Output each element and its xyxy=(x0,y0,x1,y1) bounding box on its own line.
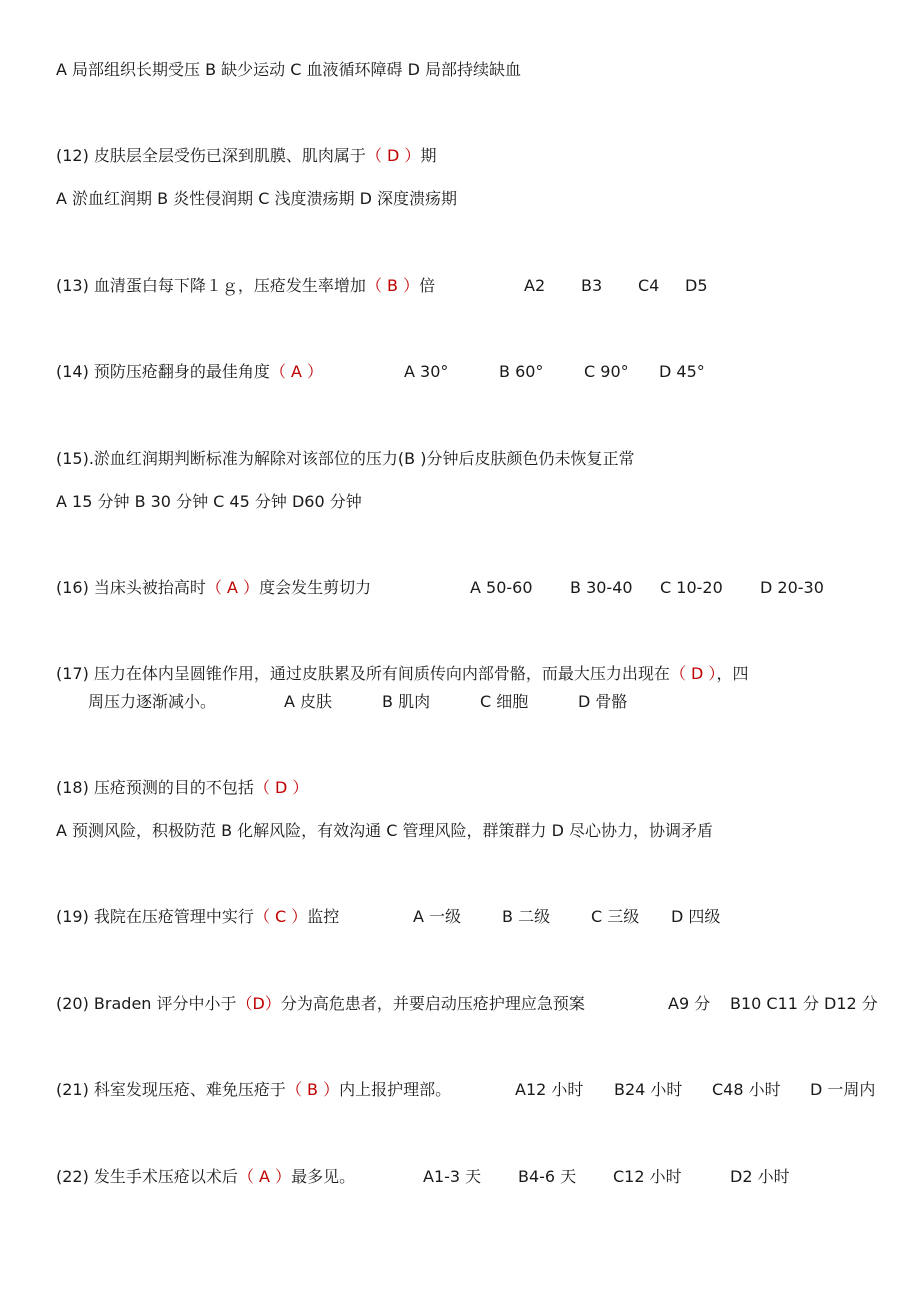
question-21 xyxy=(56,1080,451,1100)
question-16-answer: （ A ） xyxy=(205,578,260,597)
question-14 xyxy=(56,362,323,382)
question-20-stem: (20) Braden 评分中小于 xyxy=(56,994,237,1013)
question-12-options-text: A 淤血红润期 B 炎性侵润期 C 浅度溃疡期 D 深度溃疡期 xyxy=(56,189,458,208)
question-17-option-d xyxy=(578,692,627,712)
question-16-option-c xyxy=(660,578,723,598)
question-12-answer: （ D ） xyxy=(365,146,421,165)
question-22-option-c xyxy=(613,1167,682,1187)
question-22-option-b xyxy=(518,1167,576,1187)
option-text: A9 分 xyxy=(668,994,711,1013)
question-21-answer: （ B ） xyxy=(285,1080,340,1099)
option-text: C 10-20 xyxy=(660,578,723,597)
option-text: B4-6 天 xyxy=(518,1167,577,1186)
question-22-answer: （ A ） xyxy=(237,1167,292,1186)
option-text: A 一级 xyxy=(413,907,462,926)
question-18-stem: (18) 压疮预测的目的不包括 xyxy=(56,778,254,797)
question-14-answer: （ A ） xyxy=(269,362,324,381)
question-19-stem-end: 监控 xyxy=(307,907,340,926)
question-19-stem: (19) 我院在压疮管理中实行 xyxy=(56,907,254,926)
option-text: A 50-60 xyxy=(470,578,533,597)
option-text: A 30° xyxy=(404,362,449,381)
question-17-answer: （ D ） xyxy=(669,664,717,683)
question-13-stem: (13) 血清蛋白每下降１ｇ，压疮发生率增加 xyxy=(56,276,366,295)
option-text: A12 小时 xyxy=(515,1080,584,1099)
option-text: B10 C11 分 xyxy=(730,994,820,1013)
question-18-options xyxy=(56,821,713,841)
question-19-option-d xyxy=(671,907,720,927)
question-18-options-text: A 预测风险，积极防范 B 化解风险，有效沟通 C 管理风险，群策群力 D 尽心协力，协调矛盾 xyxy=(56,821,714,840)
question-21-option-b xyxy=(614,1080,682,1100)
option-text: C 90° xyxy=(584,362,629,381)
question-15-stem: (15).淤血红润期判断标准为解除对该部位的压力(B )分钟后皮肤颜色仍未恢复正常 xyxy=(56,449,635,468)
question-13-option-b xyxy=(581,276,602,296)
question-20-option-a xyxy=(668,994,710,1014)
option-text: D 一周内 xyxy=(810,1080,876,1099)
question-16-option-b xyxy=(570,578,633,598)
question-14-option-d xyxy=(659,362,705,382)
question-12-stem: (12) 皮肤层全层受伤已深到肌膜、肌肉属于 xyxy=(56,146,366,165)
question-13-option-a xyxy=(524,276,545,296)
question-16 xyxy=(56,578,371,598)
question-13 xyxy=(56,276,435,296)
question-12-options xyxy=(56,189,457,209)
question-19 xyxy=(56,907,339,927)
question-14-option-c xyxy=(584,362,629,382)
question-17-stem-cont: 周压力逐渐减小。 xyxy=(88,692,217,711)
question-19-option-c xyxy=(591,907,639,927)
option-text: B 30-40 xyxy=(570,578,633,597)
q11-options-text: A 局部组织长期受压 B 缺少运动 C 血液循环障碍 D 局部持续缺血 xyxy=(56,60,522,79)
question-17-option-c xyxy=(480,692,528,712)
question-14-stem: (14) 预防压疮翻身的最佳角度 xyxy=(56,362,270,381)
question-15-options xyxy=(56,492,362,512)
question-22 xyxy=(56,1167,355,1187)
question-18 xyxy=(56,778,308,798)
option-text: D2 小时 xyxy=(730,1167,790,1186)
option-text: A 皮肤 xyxy=(284,692,333,711)
question-15-options-text: A 15 分钟 B 30 分钟 C 45 分钟 D60 分钟 xyxy=(56,492,362,511)
option-text: D 四级 xyxy=(671,907,721,926)
question-12-stem-end: 期 xyxy=(420,146,437,165)
question-21-option-d xyxy=(810,1080,875,1100)
question-22-option-d xyxy=(730,1167,790,1187)
question-21-option-a xyxy=(515,1080,583,1100)
question-14-option-a xyxy=(404,362,448,382)
question-19-answer: （ C ） xyxy=(253,907,308,926)
option-text: A2 xyxy=(524,276,546,295)
question-17-continuation xyxy=(88,692,216,712)
question-17-option-a xyxy=(284,692,332,712)
question-19-option-b xyxy=(502,907,550,927)
question-22-stem-end: 最多见。 xyxy=(291,1167,356,1186)
question-20-option-bc xyxy=(730,994,819,1014)
question-14-option-b xyxy=(499,362,543,382)
option-text: B3 xyxy=(581,276,603,295)
question-16-stem-end: 度会发生剪切力 xyxy=(259,578,372,597)
question-21-stem: (21) 科室发现压疮、难免压疮于 xyxy=(56,1080,286,1099)
question-22-option-a xyxy=(423,1167,481,1187)
option-text: B24 小时 xyxy=(614,1080,683,1099)
question-22-stem: (22) 发生手术压疮以术后 xyxy=(56,1167,238,1186)
question-18-answer: （ D ） xyxy=(253,778,309,797)
question-20-answer: （D） xyxy=(236,994,281,1013)
question-13-option-d xyxy=(685,276,708,296)
option-text: A1-3 天 xyxy=(423,1167,482,1186)
question-16-stem: (16) 当床头被抬高时 xyxy=(56,578,206,597)
question-13-stem-end: 倍 xyxy=(419,276,436,295)
question-12 xyxy=(56,146,436,166)
option-text: B 二级 xyxy=(502,907,551,926)
question-21-stem-end: 内上报护理部。 xyxy=(339,1080,452,1099)
question-20-option-d xyxy=(824,994,878,1014)
option-text: C48 小时 xyxy=(712,1080,781,1099)
option-text: D5 xyxy=(685,276,708,295)
option-text: B 60° xyxy=(499,362,544,381)
question-19-option-a xyxy=(413,907,461,927)
question-17-option-b xyxy=(382,692,430,712)
question-21-option-c xyxy=(712,1080,781,1100)
option-text: C 细胞 xyxy=(480,692,529,711)
question-20 xyxy=(56,994,585,1014)
option-text: D 20-30 xyxy=(760,578,824,597)
question-16-option-d xyxy=(760,578,824,598)
question-15 xyxy=(56,449,634,469)
q11-options xyxy=(56,60,521,80)
question-17 xyxy=(56,664,748,684)
option-text: D 骨骼 xyxy=(578,692,628,711)
option-text: D12 分 xyxy=(824,994,878,1013)
option-text: C12 小时 xyxy=(613,1167,682,1186)
question-13-answer: （ B ） xyxy=(365,276,420,295)
option-text: C4 xyxy=(638,276,660,295)
option-text: C 三级 xyxy=(591,907,640,926)
question-17-stem: (17) 压力在体内呈圆锥作用，通过皮肤累及所有间质传向内部骨骼，而最大压力出现在 xyxy=(56,664,670,683)
question-20-stem-end: 分为高危患者，并要启动压疮护理应急预案 xyxy=(280,994,585,1013)
option-text: D 45° xyxy=(659,362,705,381)
question-13-option-c xyxy=(638,276,659,296)
option-text: B 肌肉 xyxy=(382,692,431,711)
question-17-stem-end: ，四 xyxy=(716,664,749,683)
question-16-option-a xyxy=(470,578,533,598)
